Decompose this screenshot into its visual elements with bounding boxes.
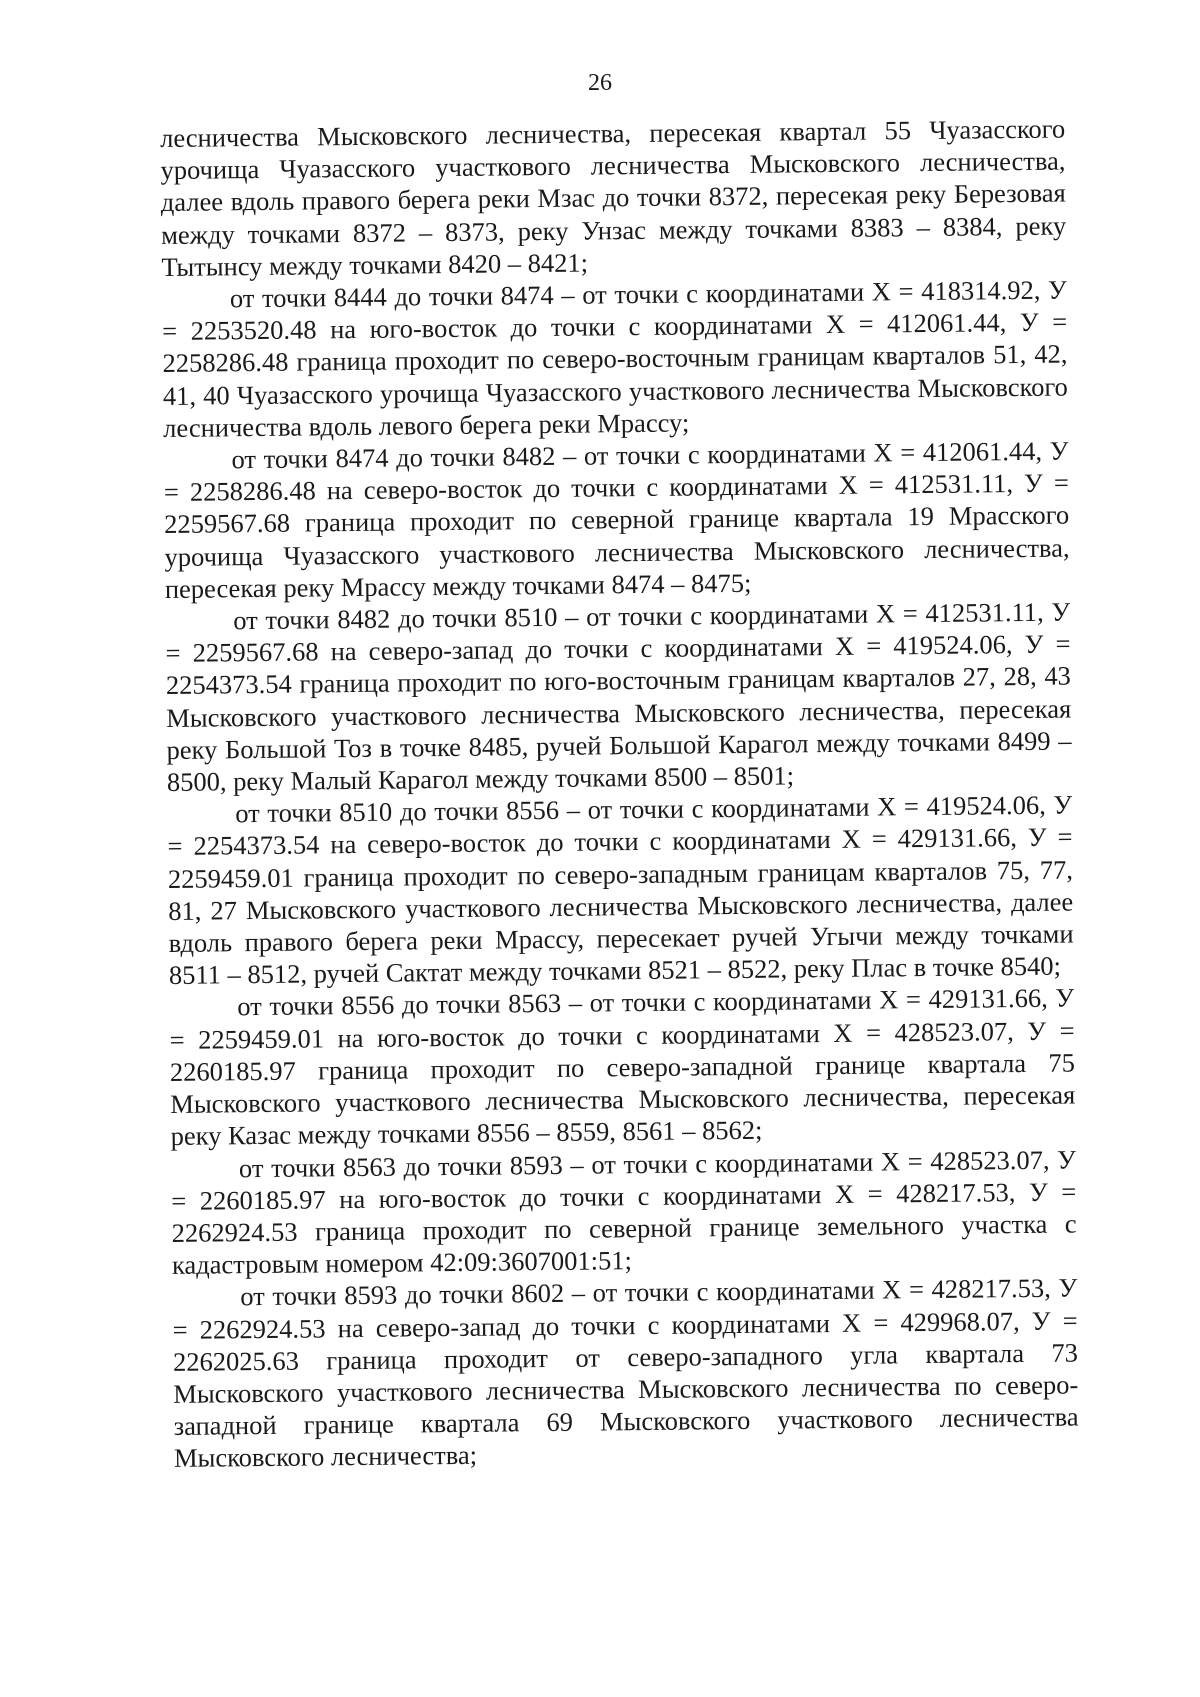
paragraph-segment-8593-8602: от точки 8593 до точки 8602 – от точки с координатами Х = 428217.53, У = 2262924.53 на северо-запад до точки с координатами Х = 429968.07, У = 2262025.63 граница проходит от северо-западного угла квартала 73 Мысковского участкового лесничества Мысковского лесничества по северо-западной границе квартала 69 Мысковского участкового лесничества Мысковского лесничества;: [172, 1272, 1079, 1474]
page-number: 26: [588, 70, 612, 96]
paragraph-segment-8563-8593: от точки 8563 до точки 8593 – от точки с координатами Х = 428523.07, У = 2260185.97 на юго-восток до точки с координатами Х = 428217.53, У = 2262924.53 граница проходит по северной границе земельного участка с кадастровым номером 42:09:3607001:51;: [171, 1143, 1077, 1281]
paragraph-segment-8444-8474: от точки 8444 до точки 8474 – от точки с координатами Х = 418314.92, У = 2253520.48 на юго-восток до точки с координатами Х = 412061.44, У = 2258286.48 граница проходит по северо-восточным границам кварталов 51, 42, 41, 40 Чуазасского урочища Чуазасского участкового лесничества Мысковского лесничества вдоль левого берега реки Мрассу;: [162, 274, 1068, 443]
paragraph-segment-8482-8510: от точки 8482 до точки 8510 – от точки с координатами Х = 412531.11, У = 2259567.68 на северо-запад до точки с координатами Х = 419524.06, У = 2254373.54 граница проходит по юго-восточным границам кварталов 27, 28, 43 Мысковского участкового лесничества Мысковского лесничества, пересекая реку Большой Тоз в точке 8485, ручей Большой Карагол между точками 8499 – 8500, реку Малый Карагол между точками 8500 – 8501;: [165, 596, 1072, 798]
paragraph-segment-8556-8563: от точки 8556 до точки 8563 – от точки с координатами Х = 429131.66, У = 2259459.01 на юго-восток до точки с координатами Х = 428523.07, У = 2260185.97 граница проходит по северо-западной границе квартала 75 Мысковского участкового лесничества Мысковского лесничества, пересекая реку Казас между точками 8556 – 8559, 8561 – 8562;: [169, 982, 1076, 1152]
paragraph-continuation: лесничества Мысковского лесничества, пересекая квартал 55 Чуазасского урочища Чуазасского участкового лесничества Мысковского лесничества, далее вдоль правого берега реки Мзас до точки 8372, пересекая реку Березовая между точками 8372 – 8373, реку Унзас между точками 8383 – 8384, реку Тытынсу между точками 8420 – 8421;: [160, 113, 1067, 282]
paragraph-segment-8510-8556: от точки 8510 до точки 8556 – от точки с координатами Х = 419524.06, У = 2254373.54 на северо-восток до точки с координатами Х = 429131.66, У = 2259459.01 граница проходит по северо-западным границам кварталов 75, 77, 81, 27 Мысковского участкового лесничества Мысковского лесничества, далее вдоль правого берега реки Мрассу, пересекает ручей Угычи между точками 8511 – 8512, ручей Сактат между точками 8521 – 8522, реку Плас в точке 8540;: [167, 789, 1074, 991]
paragraph-segment-8474-8482: от точки 8474 до точки 8482 – от точки с координатами Х = 412061.44, У = 2258286.48 на северо-восток до точки с координатами Х = 412531.11, У = 2259567.68 граница проходит по северной границе квартала 19 Мрасского урочища Чуазасского участкового лесничества Мысковского лесничества, пересекая реку Мрассу между точками 8474 – 8475;: [163, 435, 1070, 604]
document-body: [160, 113, 1079, 1475]
